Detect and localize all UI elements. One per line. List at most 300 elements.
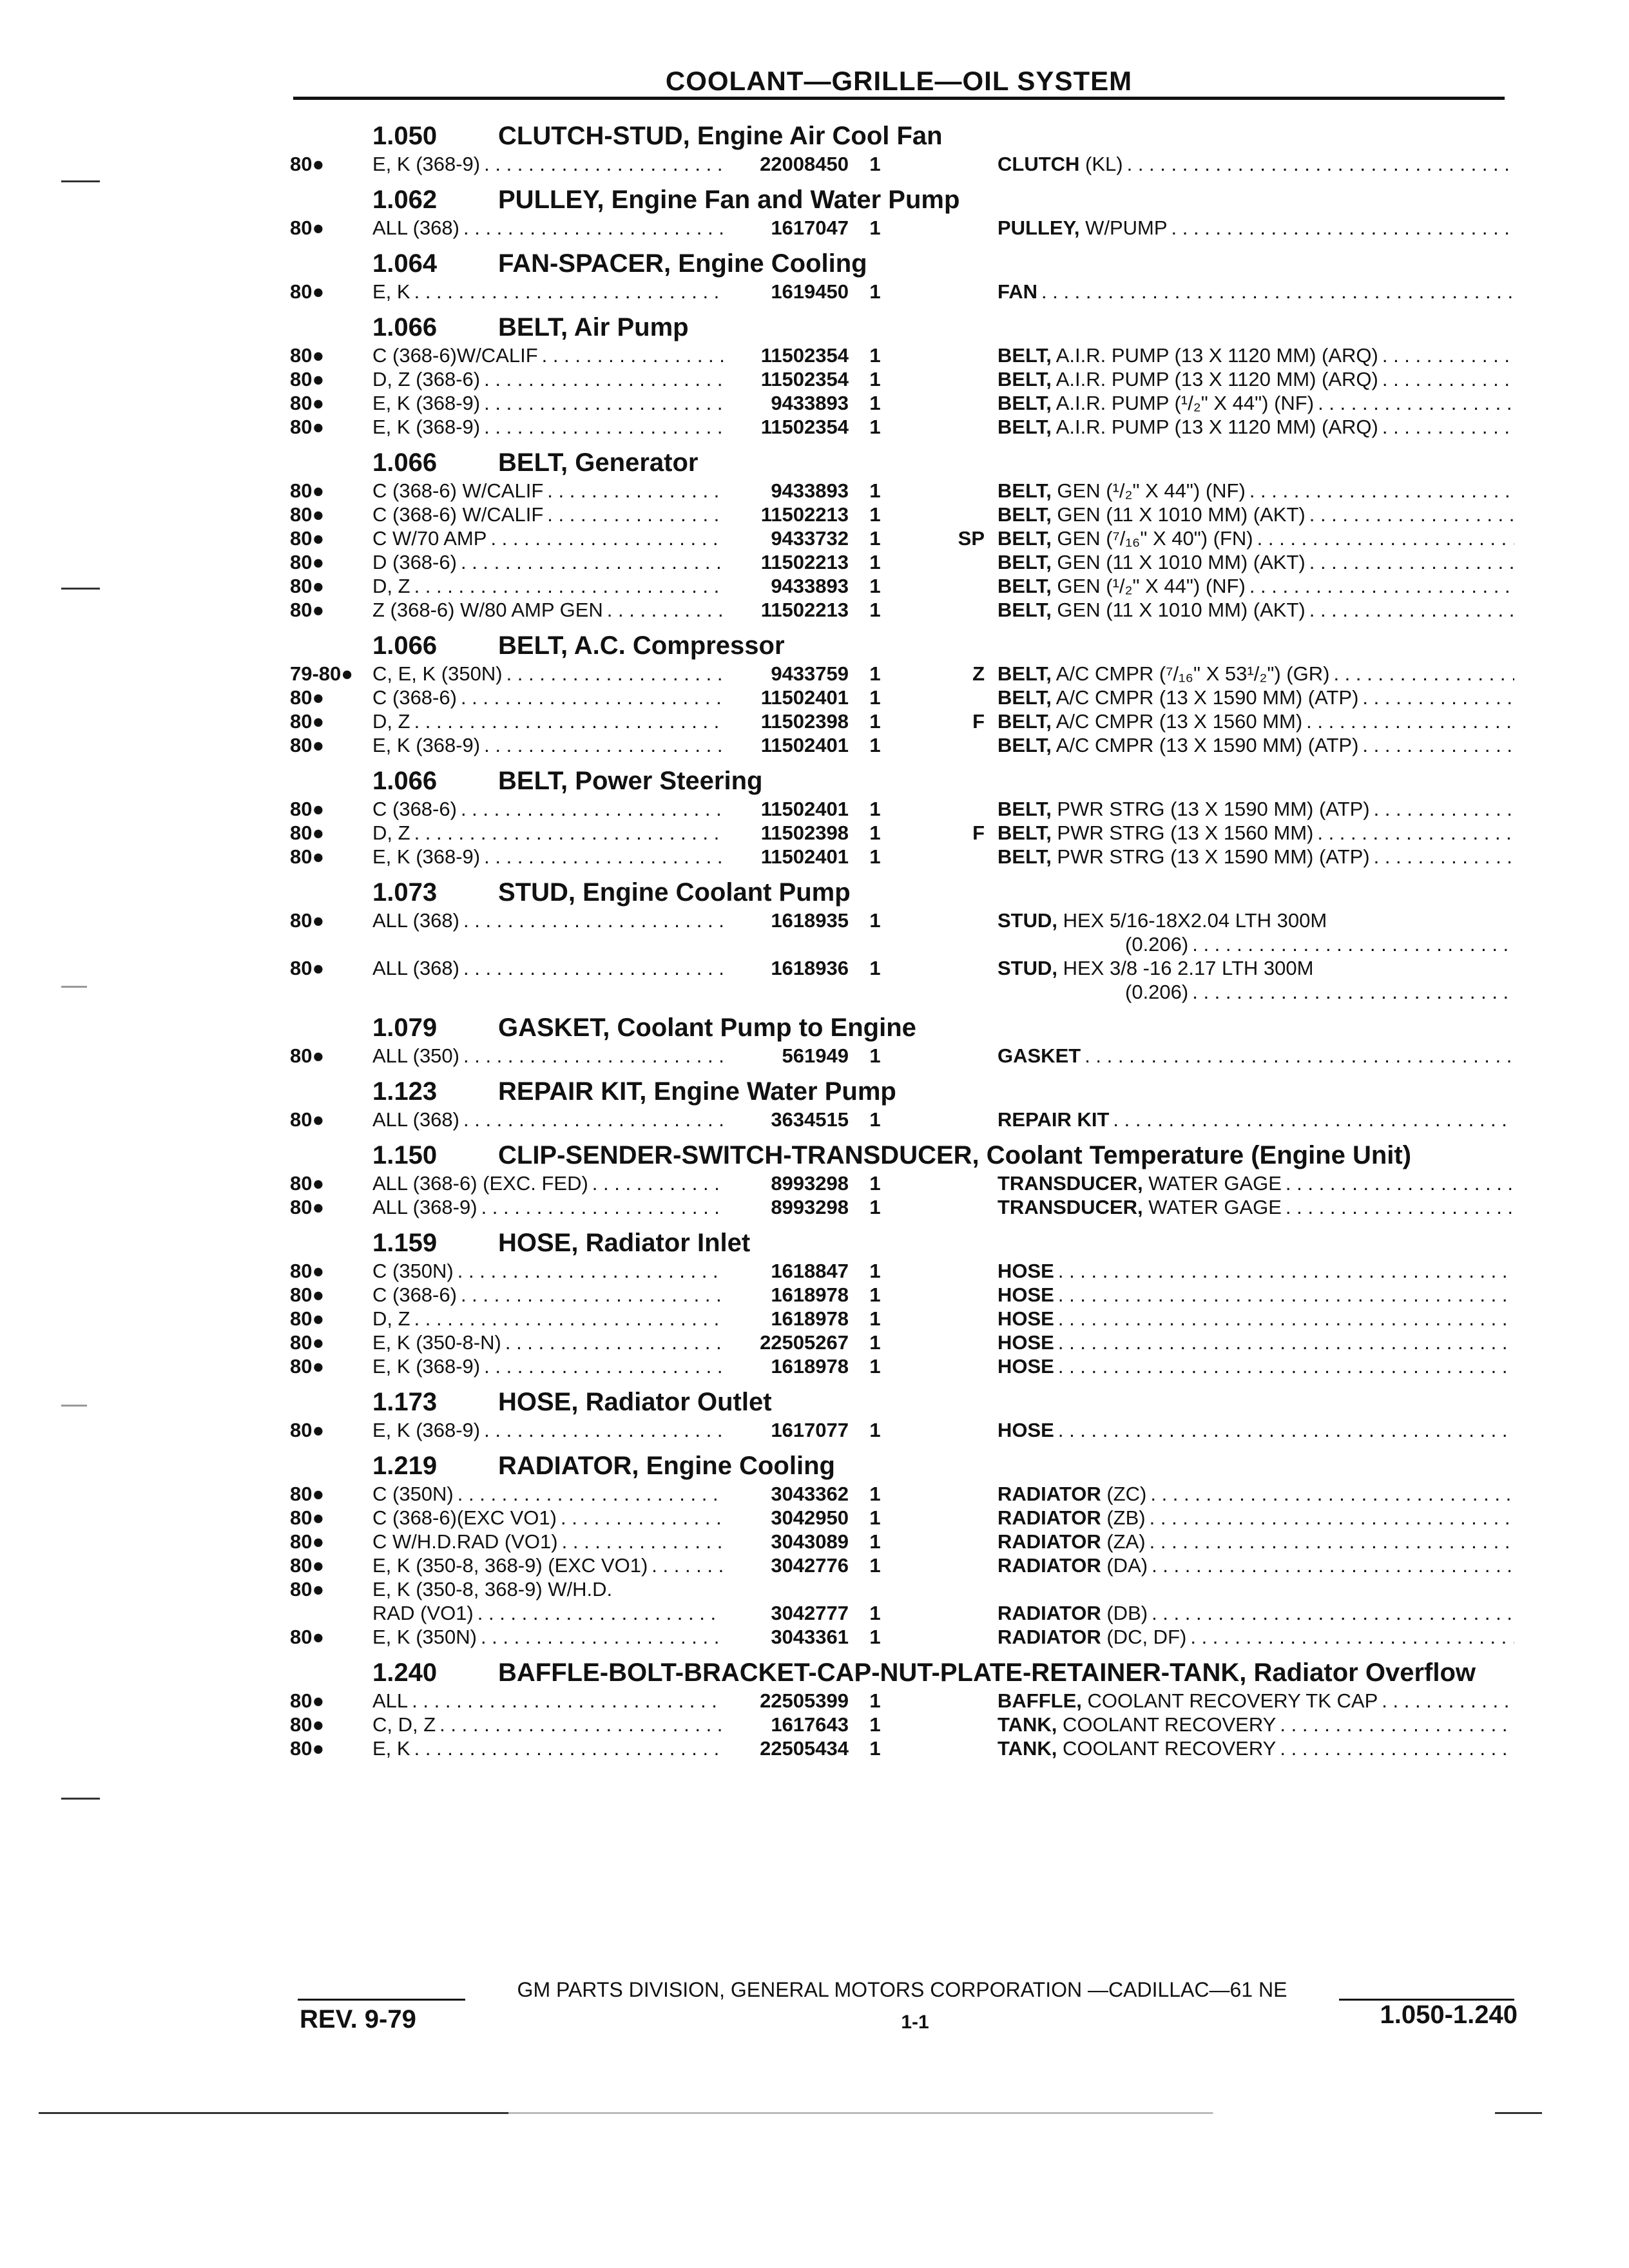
application (372, 152, 723, 176)
part-number: 8993298 (771, 1172, 849, 1195)
part-name-bold: RADIATOR (998, 1506, 1101, 1529)
model-year: 80● (290, 1689, 325, 1712)
part-name-bold: BELT, (998, 527, 1052, 550)
part-number: 9433893 (771, 392, 849, 414)
section-title-bold: FAN-SPACER, (498, 249, 671, 278)
part-name-rest: GEN (11 X 1010 MM) (AKT) (1051, 551, 1306, 573)
application-text: E, K (368-9) (372, 734, 481, 756)
part-number: 3634515 (771, 1108, 849, 1131)
table-row (290, 1354, 1514, 1378)
part-name-rest: HEX 3/8 -16 2.17 LTH 300M (1057, 957, 1314, 979)
part-name-bold: TRANSDUCER, (998, 1172, 1143, 1195)
application-text: E, K (368-9) (372, 1355, 481, 1378)
part-name-rest: A.I.R. PUMP (13 X 1120 MM) (ARQ) (1051, 368, 1378, 390)
model-year: 80● (290, 1307, 325, 1330)
part-name-bold: TANK, (998, 1737, 1057, 1760)
application-text: E, K (350N) (372, 1626, 477, 1648)
part-name-rest: PWR STRG (13 X 1590 MM) (ATP) (1051, 845, 1370, 868)
model-year: 80● (290, 479, 325, 502)
part-number: 1619450 (771, 280, 849, 303)
section-number: 1.066 (372, 631, 438, 660)
part-number: 11502401 (760, 845, 849, 868)
section-number: 1.219 (372, 1452, 438, 1480)
part-name-bold: BELT, (998, 368, 1052, 390)
part-number: 3042776 (771, 1554, 849, 1577)
section-title (498, 1227, 1514, 1259)
section-title (498, 629, 1514, 662)
section-title (498, 120, 1514, 152)
section-title (498, 1075, 1514, 1108)
model-year (290, 1601, 372, 1625)
table-row-continuation (290, 932, 1514, 956)
application-text: C (368-6) (372, 1283, 457, 1306)
part-name-rest: A/C CMPR (13 X 1590 MM) (ATP) (1051, 686, 1359, 709)
part-name (998, 662, 1514, 686)
section-title-rest: Radiator Inlet (585, 1229, 751, 1257)
source-code (898, 367, 998, 391)
part-name-bold: RADIATOR (998, 1530, 1101, 1553)
part-name-text (998, 1689, 1378, 1713)
quantity: 1 (869, 1283, 881, 1306)
table-row (290, 1713, 1514, 1736)
part-name (998, 1108, 1514, 1131)
part-name-bold: HOSE (998, 1283, 1054, 1306)
section-number: 1.123 (372, 1077, 438, 1106)
leader-dots (459, 216, 723, 240)
application-text: ALL (350) (372, 1044, 459, 1067)
source-code (898, 845, 998, 869)
leader-dots (538, 343, 723, 367)
table-row (290, 343, 1514, 367)
section-title-rest: Radiator Overflow (1253, 1658, 1476, 1687)
quantity: 1 (869, 822, 881, 844)
section-title (498, 1386, 1514, 1418)
application-text: C (368-6)W/CALIF (372, 344, 538, 367)
part-number: 1618935 (771, 909, 849, 932)
quantity: 1 (869, 503, 881, 526)
part-name-text (998, 550, 1306, 574)
part-name (998, 1625, 1514, 1649)
section-number: 1.062 (372, 186, 438, 214)
leader-dots (1306, 598, 1514, 622)
application-text: E, K (368-9) (372, 416, 481, 438)
table-row (290, 1171, 1514, 1195)
part-number: 9433893 (771, 575, 849, 597)
section (290, 115, 1514, 176)
part-number: 11502354 (760, 368, 849, 390)
section-title-rest: Generator (575, 448, 699, 477)
section-number: 1.173 (372, 1388, 438, 1416)
table-row (290, 1195, 1514, 1219)
source-code (898, 1482, 998, 1506)
table-row (290, 709, 1514, 733)
leader-dots (480, 415, 723, 439)
part-name-bold: GASKET (998, 1044, 1081, 1067)
application-text: E, K (368-9) (372, 1419, 481, 1441)
section-number: 1.064 (372, 249, 438, 278)
part-number: 11502401 (760, 798, 849, 820)
part-name-text (998, 1713, 1276, 1736)
leader-dots (459, 1044, 723, 1068)
leader-dots (1314, 391, 1514, 415)
part-name-bold: TRANSDUCER, (998, 1196, 1143, 1218)
application-text: D, Z (372, 710, 410, 733)
section (290, 306, 1514, 439)
leader-dots (480, 733, 723, 757)
section-title (498, 1450, 1514, 1482)
part-name-bold: BELT, (998, 798, 1052, 820)
leader-dots (1378, 343, 1514, 367)
section (290, 871, 1514, 1004)
model-year: 80● (290, 1419, 325, 1441)
quantity: 1 (869, 1737, 881, 1760)
table-row (290, 280, 1514, 303)
source-code: F (972, 710, 985, 733)
application (372, 733, 723, 757)
part-name-text (998, 709, 1302, 733)
application-text: C W/H.D.RAD (VO1) (372, 1530, 558, 1553)
part-name-bold: HOSE (998, 1307, 1054, 1330)
part-name-rest: COOLANT RECOVERY TK CAP (1081, 1689, 1378, 1712)
leader-dots (1370, 797, 1514, 821)
quantity: 1 (869, 1196, 881, 1218)
part-name (998, 1354, 1514, 1378)
application-text: ALL (368) (372, 909, 459, 932)
leader-dots (1148, 1553, 1514, 1577)
section-number: 1.066 (372, 313, 438, 341)
leader-dots (588, 1171, 723, 1195)
leader-dots (480, 152, 723, 176)
leader-dots (1109, 1108, 1514, 1131)
part-name (998, 1283, 1514, 1307)
application (372, 526, 723, 550)
part-name-bold: CLUTCH (998, 153, 1080, 175)
section-heading (290, 1651, 1514, 1689)
quantity: 1 (869, 1602, 881, 1624)
section (290, 1070, 1514, 1131)
table-row (290, 479, 1514, 503)
leader-dots (1378, 1689, 1514, 1713)
section-title-bold: REPAIR KIT, (498, 1077, 647, 1106)
model-year: 80● (290, 575, 325, 597)
part-name-bold: BELT, (998, 599, 1052, 621)
table-row (290, 686, 1514, 709)
application (372, 1171, 723, 1195)
model-year: 80● (290, 822, 325, 844)
quantity (853, 1577, 898, 1601)
leader-dots (1054, 1354, 1514, 1378)
table-row (290, 598, 1514, 622)
part-name-rest: A/C CMPR (⁷/₁₆" X 53¹/₂") (GR) (1051, 662, 1330, 685)
quantity: 1 (869, 1172, 881, 1195)
leader-dots (1306, 503, 1514, 526)
leader-dots (408, 1689, 723, 1713)
source-code (898, 956, 998, 980)
table-row (290, 367, 1514, 391)
section (290, 1006, 1514, 1068)
part-number: 3043361 (771, 1626, 849, 1648)
model-year: 80● (290, 1626, 325, 1648)
section-title-rest: Radiator Outlet (585, 1388, 772, 1416)
footer-revision: REV. 9-79 (300, 2005, 416, 2033)
leader-dots (1123, 152, 1514, 176)
part-number: 11502401 (760, 734, 849, 756)
table-row (290, 1482, 1514, 1506)
quantity: 1 (869, 551, 881, 573)
part-name-text (998, 1482, 1146, 1506)
application (372, 550, 723, 574)
application (372, 1482, 723, 1506)
section-heading (290, 306, 1514, 343)
section-title (498, 876, 1514, 908)
quantity: 1 (869, 1355, 881, 1378)
quantity: 1 (869, 416, 881, 438)
model-year: 80● (290, 1108, 325, 1131)
quantity: 1 (869, 575, 881, 597)
part-name-bold: HOSE (998, 1419, 1054, 1441)
application (372, 1530, 723, 1553)
leader-dots (1306, 550, 1514, 574)
leader-dots (436, 1713, 723, 1736)
table-row (290, 1307, 1514, 1331)
part-number: 1618978 (771, 1307, 849, 1330)
table-row-continuation (290, 980, 1514, 1004)
part-name-rest: (KL) (1079, 153, 1123, 175)
source-code (898, 1713, 998, 1736)
section (290, 178, 1514, 240)
application (372, 1354, 723, 1378)
part-name (998, 821, 1514, 845)
application-text: C, D, Z (372, 1713, 436, 1736)
application (372, 1713, 723, 1736)
part-name-rest: HEX 5/16-18X2.04 LTH 300M (1057, 909, 1327, 932)
part-name-rest: (DA) (1101, 1554, 1148, 1577)
quantity: 1 (869, 599, 881, 621)
table-row (290, 503, 1514, 526)
part-name (998, 415, 1514, 439)
section-title-rest: Air Pump (574, 313, 689, 341)
part-name-text (998, 797, 1370, 821)
section-title (498, 1012, 1514, 1044)
quantity: 1 (869, 710, 881, 733)
punch-mark (61, 588, 100, 590)
section-heading (290, 441, 1514, 479)
model-year: 80● (290, 1172, 325, 1195)
source-code (898, 1577, 998, 1601)
section-number: 1.079 (372, 1014, 438, 1042)
punch-mark (61, 1798, 100, 1800)
model-year: 80● (290, 344, 325, 367)
section-heading (290, 624, 1514, 662)
application (372, 1506, 723, 1530)
section-heading (290, 1134, 1514, 1171)
part-name-text (998, 662, 1329, 686)
application-text: E, K (372, 1737, 410, 1760)
application (372, 821, 723, 845)
part-name (998, 1530, 1514, 1553)
part-name-bold: FAN (998, 280, 1037, 303)
leader-dots (1246, 574, 1514, 598)
application (372, 1259, 723, 1283)
part-name (998, 908, 1514, 932)
part-name-continued (1111, 980, 1514, 1004)
section-title-rest: Engine Cooling (678, 249, 867, 278)
table-row (290, 1108, 1514, 1131)
source-code (898, 1108, 998, 1131)
model-year: 80● (290, 1578, 325, 1600)
source-code (898, 1171, 998, 1195)
part-name-rest: (DC, DF) (1101, 1626, 1187, 1648)
model-year: 80● (290, 392, 325, 414)
part-name-text (998, 686, 1358, 709)
section-number: 1.159 (372, 1229, 438, 1257)
part-name-bold: REPAIR KIT (998, 1108, 1110, 1131)
part-name-text (998, 343, 1378, 367)
model-year: 80● (290, 1506, 325, 1529)
part-name-text (998, 1354, 1054, 1378)
part-name-text (998, 1044, 1081, 1068)
part-name-text (998, 1601, 1148, 1625)
leader-dots (1186, 1625, 1514, 1649)
part-name (998, 479, 1514, 503)
leader-dots (457, 686, 723, 709)
leader-dots (1054, 1307, 1514, 1331)
section-number: 1.050 (372, 122, 438, 150)
part-name-bold: HOSE (998, 1331, 1054, 1354)
part-name-bold: BELT, (998, 575, 1052, 597)
source-code (898, 415, 998, 439)
part-number: 11502398 (760, 822, 849, 844)
application-text: ALL (368-6) (EXC. FED) (372, 1172, 588, 1195)
application-text: Z (368-6) W/80 AMP GEN (372, 599, 603, 621)
leader-dots (454, 1259, 723, 1283)
application-text: D, Z (368-6) (372, 368, 481, 390)
footer-rule (298, 1999, 465, 2001)
table-row (290, 1553, 1514, 1577)
part-name-text (998, 280, 1037, 303)
leader-dots (1054, 1283, 1514, 1307)
part-name-text (998, 1307, 1054, 1331)
application-text: D, Z (372, 1307, 410, 1330)
leader-dots (1146, 1530, 1514, 1553)
application (372, 1736, 723, 1760)
application (372, 797, 723, 821)
part-name-line2: (0.206) (1125, 933, 1189, 956)
part-name-rest: WATER GAGE (1142, 1172, 1282, 1195)
section-title-bold: BELT, (498, 767, 568, 795)
table-row (290, 797, 1514, 821)
quantity: 1 (869, 1307, 881, 1330)
leader-dots (1054, 1418, 1514, 1442)
leader-dots (459, 908, 723, 932)
part-name (998, 1259, 1514, 1283)
leader-dots (1148, 1601, 1514, 1625)
application-text: ALL (368) (372, 1108, 459, 1131)
quantity: 1 (869, 1331, 881, 1354)
section-heading (290, 1222, 1514, 1259)
part-name-rest: (DB) (1101, 1602, 1148, 1624)
part-name-rest: GEN (11 X 1010 MM) (AKT) (1051, 599, 1306, 621)
section-number: 1.066 (372, 767, 438, 795)
part-name (998, 1713, 1514, 1736)
part-name-bold: STUD, (998, 909, 1057, 932)
source-code (898, 1354, 998, 1378)
part-name-bold: BELT, (998, 503, 1052, 526)
application-text: E, K (350-8, 368-9) (EXC VO1) (372, 1554, 648, 1577)
section-title-rest: Coolant Temperature (Engine Unit) (986, 1141, 1412, 1169)
application (372, 956, 723, 980)
application (372, 216, 723, 240)
leader-dots (543, 479, 723, 503)
leader-dots (410, 709, 723, 733)
leader-dots (1168, 216, 1514, 240)
part-name-rest: GEN (⁷/₁₆" X 40") (FN) (1051, 527, 1253, 550)
part-name-rest: (ZB) (1101, 1506, 1146, 1529)
source-code: Z (972, 662, 985, 685)
part-name-rest: A/C CMPR (13 X 1590 MM) (ATP) (1051, 734, 1359, 756)
leader-dots (480, 1418, 723, 1442)
part-number: 9433893 (771, 479, 849, 502)
section-title-bold: PULLEY, (498, 186, 604, 214)
application (372, 574, 723, 598)
leader-dots (648, 1553, 723, 1577)
model-year: 80● (290, 1355, 325, 1378)
source-code: F (972, 822, 985, 844)
leader-dots (454, 1482, 723, 1506)
application-text: E, K (350-8-N) (372, 1331, 501, 1354)
part-name-text (998, 845, 1370, 869)
part-number: 1618978 (771, 1283, 849, 1306)
quantity: 1 (869, 734, 881, 756)
leader-dots (480, 367, 723, 391)
table-row (290, 1625, 1514, 1649)
table-row (290, 1418, 1514, 1442)
part-name-rest: GEN (¹/₂" X 44") (NF) (1051, 479, 1246, 502)
table-row (290, 821, 1514, 845)
part-number: 11502213 (760, 551, 849, 573)
model-year: 80● (290, 416, 325, 438)
part-name-rest: A/C CMPR (13 X 1560 MM) (1051, 710, 1303, 733)
part-name (998, 709, 1514, 733)
leader-dots (474, 1601, 723, 1625)
part-name-bold: BAFFLE, (998, 1689, 1082, 1712)
leader-dots (487, 526, 723, 550)
leader-dots (1282, 1171, 1514, 1195)
model-year: 80● (290, 1044, 325, 1067)
quantity: 1 (869, 845, 881, 868)
application-text: D, Z (372, 822, 410, 844)
table-row (290, 1331, 1514, 1354)
section-title-bold: GASKET, (498, 1014, 610, 1042)
part-name (998, 503, 1514, 526)
source-code (898, 1625, 998, 1649)
punch-mark (61, 180, 100, 182)
part-name-text (998, 367, 1378, 391)
application-text: C W/70 AMP (372, 527, 487, 550)
quantity: 1 (869, 686, 881, 709)
part-number: 1617077 (771, 1419, 849, 1441)
model-year: 80● (290, 1713, 325, 1736)
section (290, 1445, 1514, 1649)
leader-dots (1246, 479, 1514, 503)
section (290, 242, 1514, 303)
leader-dots (477, 1195, 723, 1219)
application-text: C, E, K (350N) (372, 662, 503, 685)
model-year: 80● (290, 1260, 325, 1282)
leader-dots (1276, 1713, 1514, 1736)
leader-dots (1146, 1482, 1514, 1506)
leader-dots (1146, 1506, 1514, 1530)
